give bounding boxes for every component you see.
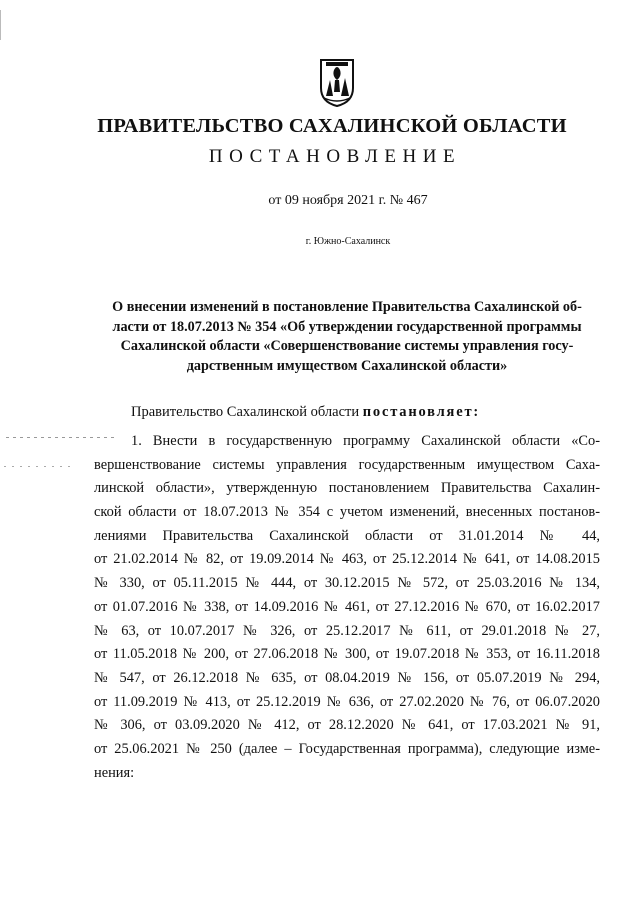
document-type: ПОСТАНОВЛЕНИЕ: [208, 146, 462, 167]
body-paragraph: [94, 430, 600, 785]
body-line: № 63, от 10.07.2017 № 326, от 25.12.2017 № 611, от 29.01.2018 № 27,: [94, 622, 600, 639]
subject-line: ласти от 18.07.2013 № 354 «Об утверждении государственной программы: [112, 318, 582, 335]
body-line: № 330, от 05.11.2015 № 444, от 30.12.2015 № 572, от 25.03.2016 № 134,: [94, 575, 600, 592]
document-city: г. Южно-Сахалинск: [305, 236, 391, 247]
body-line: от 11.05.2018 № 200, от 27.06.2018 № 300, от 19.07.2018 № 353, от 16.11.2018: [94, 646, 600, 663]
body-line: вершенствование системы управления государственным имуществом Саха-: [94, 456, 600, 473]
body-line: от 21.02.2014 № 82, от 19.09.2014 № 463, от 25.12.2014 № 641, от 14.08.2015: [94, 551, 600, 568]
subject-line: дарственным имуществом Сахалинской области»: [186, 357, 508, 374]
body-line: от 11.09.2019 № 413, от 25.12.2019 № 636, от 27.02.2020 № 76, от 06.07.2020: [94, 693, 600, 710]
scan-artifact: [4, 466, 74, 467]
preamble-text: Правительство Сахалинской области: [131, 404, 360, 420]
subject-line: О внесении изменений в постановление Правительства Сахалинской об-: [112, 299, 582, 315]
subject-line: Сахалинской области «Совершенствование системы управления госу-: [120, 338, 574, 354]
body-line: № 547, от 26.12.2018 № 635, от 08.04.2019 № 156, от 05.07.2019 № 294,: [94, 669, 600, 686]
body-line: 1. Внести в государственную программу Сахалинской области «Со-: [131, 433, 600, 449]
preamble: [131, 404, 480, 421]
organization-title: ПРАВИТЕЛЬСТВО САХАЛИНСКОЙ ОБЛАСТИ: [97, 115, 567, 137]
scan-artifact: [6, 437, 116, 438]
body-line: нения:: [94, 764, 135, 781]
sakhalin-coat-of-arms-icon: [318, 58, 356, 108]
body-line: лениями Правительства Сахалинской области от 31.01.2014 № 44,: [94, 527, 600, 544]
body-line: линской области», утвержденную постановлением Правительства Сахалин-: [94, 480, 600, 497]
document-subject: [94, 298, 600, 376]
body-line: ской области от 18.07.2013 № 354 с учетом изменений, внесенных постанов-: [94, 504, 600, 521]
body-line: № 306, от 03.09.2020 № 412, от 28.12.2020 № 641, от 17.03.2021 № 91,: [94, 717, 600, 734]
preamble-emphasis: постановляет:: [362, 404, 480, 420]
scan-artifact: [0, 10, 1, 40]
body-line: от 25.06.2021 № 250 (далее – Государственная программа), следующие изме-: [94, 740, 600, 757]
body-line: от 01.07.2016 № 338, от 14.09.2016 № 461, от 27.12.2016 № 670, от 16.02.2017: [94, 598, 600, 615]
document-date-number: от 09 ноября 2021 г. № 467: [268, 193, 428, 208]
